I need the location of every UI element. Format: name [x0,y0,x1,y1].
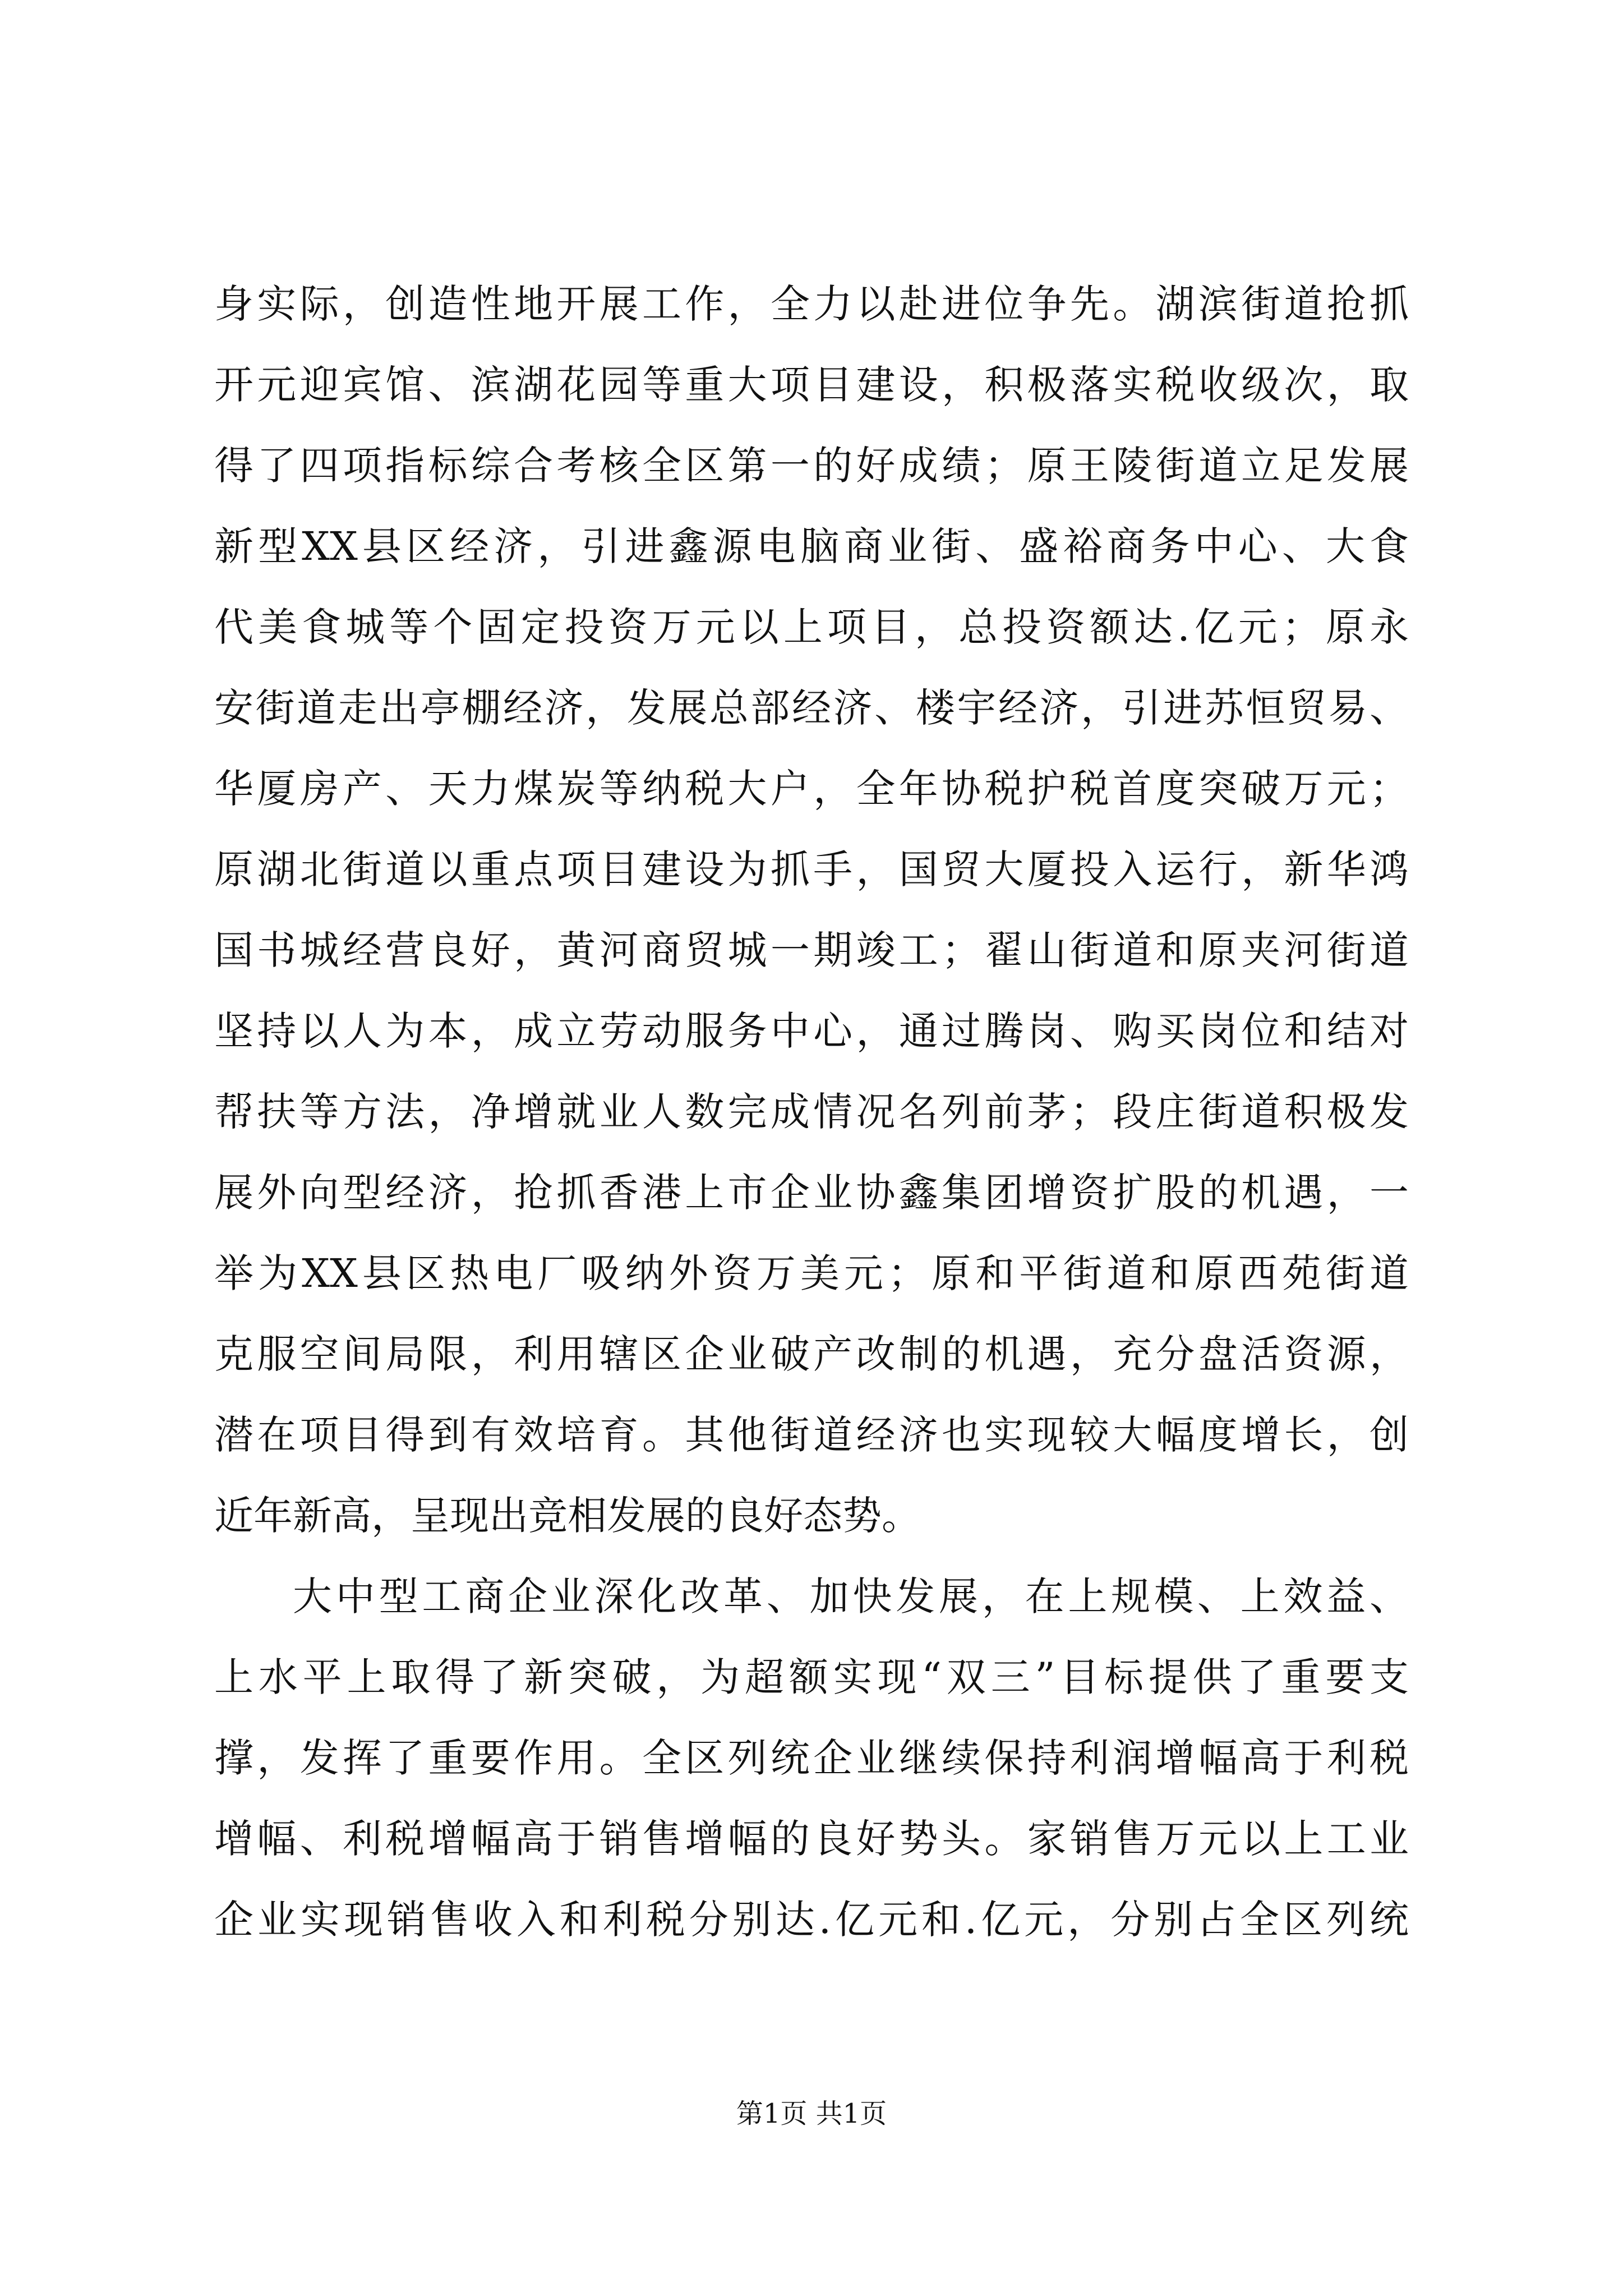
paragraph-1 [214,264,1409,1556]
text-line: 近年新高，呈现出竞相发展的良好态势。 [214,1493,921,1539]
text-line: 华厦房产、天力煤炭等纳税大户，全年协税护税首度突破万元； [214,766,1409,812]
text-line: 坚持以人为本，成立劳动服务中心，通过腾岗、购买岗位和结对 [214,1008,1409,1054]
text-line: 身实际，创造性地开展工作，全力以赴进位争先。湖滨街道抢抓 [214,281,1409,327]
text-line: 撑，发挥了重要作用。全区列统企业继续保持利润增幅高于利税 [214,1735,1409,1781]
paragraph-2 [214,1556,1409,1960]
text-line: 安街道走出亭棚经济，发展总部经济、楼宇经济，引进苏恒贸易、 [214,685,1409,731]
document-body [214,264,1409,1960]
text-line: 原湖北街道以重点项目建设为抓手，国贸大厦投入运行，新华鸿 [214,846,1409,892]
text-line: 国书城经营良好，黄河商贸城一期竣工；翟山街道和原夹河街道 [214,927,1409,973]
text-line: 增幅、利税增幅高于销售增幅的良好势头。家销售万元以上工业 [214,1816,1409,1862]
text-line: 潜在项目得到有效培育。其他街道经济也实现较大幅度增长，创 [214,1412,1409,1458]
text-line: 上水平上取得了新突破，为超额实现“双三”目标提供了重要支 [214,1654,1409,1700]
text-line: 代美食城等个固定投资万元以上项目，总投资额达.亿元；原永 [214,604,1409,650]
text-line: 举为XX县区热电厂吸纳外资万美元；原和平街道和原西苑街道 [214,1250,1409,1296]
text-line: 大中型工商企业深化改革、加快发展，在上规模、上效益、 [293,1573,1409,1619]
text-line: 帮扶等方法，净增就业人数完成情况名列前茅；段庄街道积极发 [214,1089,1409,1135]
text-line: 展外向型经济，抢抓香港上市企业协鑫集团增资扩股的机遇，一 [214,1170,1409,1216]
text-line: 得了四项指标综合考核全区第一的好成绩；原王陵街道立足发展 [214,443,1409,489]
page-number: 第1页 共1页 [736,2098,887,2129]
page-footer [0,2097,1623,2131]
text-line: 开元迎宾馆、滨湖花园等重大项目建设，积极落实税收级次，取 [214,362,1409,408]
text-line: 企业实现销售收入和利税分别达.亿元和.亿元，分别占全区列统 [214,1897,1409,1943]
text-line: 新型XX县区经济，引进鑫源电脑商业街、盛裕商务中心、大食 [214,523,1409,569]
text-line: 克服空间局限，利用辖区企业破产改制的机遇，充分盘活资源， [214,1331,1409,1377]
